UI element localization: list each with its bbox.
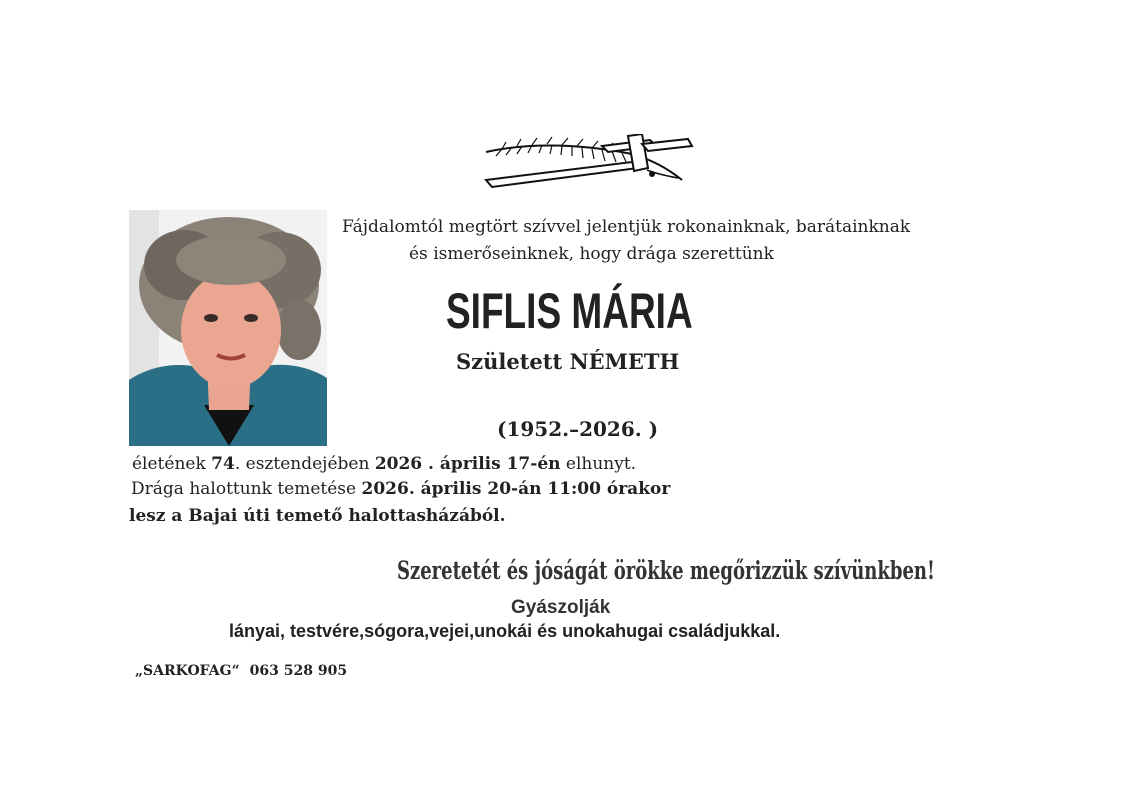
death-mid: . esztendejében (234, 454, 375, 474)
death-notice-line (132, 454, 636, 474)
intro-line-2: és ismerőseinknek, hogy drága szerettünk (409, 244, 774, 264)
footer (135, 663, 347, 679)
intro-line-1: Fájdalomtól megtört szívvel jelentjük rokonainknak, barátainknak (342, 217, 911, 237)
mourners-list: lányai, testvére,sógora,vejei,unokái és unokahugai családjukkal. (229, 621, 781, 641)
funeral-line (131, 479, 670, 499)
company-phone: 063 528 905 (249, 663, 348, 679)
funeral-place: lesz a Bajai úti temető halottasházából. (129, 506, 506, 526)
funeral-datetime: 2026. április 20-án 11:00 órakor (361, 479, 671, 499)
death-prefix: életének (132, 454, 212, 474)
death-age: 74 (211, 454, 235, 474)
maiden-name: Született NÉMETH (456, 349, 680, 374)
funeral-prefix: Drága halottunk temetése (131, 479, 362, 499)
funeral-company: „SARKOFAG“ (135, 663, 240, 679)
deceased-name: SIFLIS MÁRIA (446, 283, 693, 339)
life-years: (1952.–2026. ) (497, 417, 659, 441)
memorial-motto: Szeretetét és jóságát örökke megőrizzük szívünkben! (397, 556, 935, 585)
death-date: 2026 . április 17-én (374, 454, 561, 474)
portrait-photo (129, 210, 327, 446)
mourners-title: Gyászolják (511, 597, 611, 618)
death-suffix: elhunyt. (560, 454, 637, 474)
cross-with-palm-icon (482, 134, 694, 194)
